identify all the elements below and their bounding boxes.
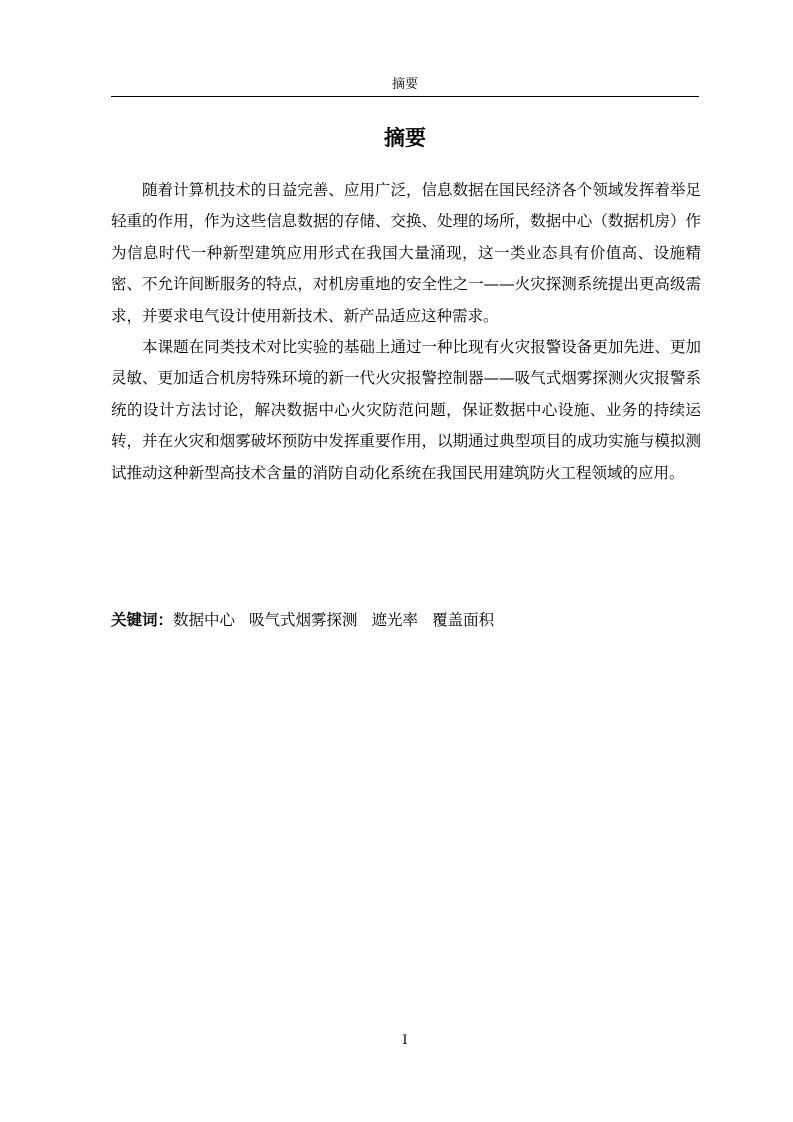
page-number: I	[402, 1033, 408, 1048]
running-header: 摘要	[391, 77, 418, 92]
abstract-body	[111, 175, 701, 489]
keywords-label: 关键词：	[111, 611, 174, 629]
abstract-paragraph-2: 本课题在同类技术对比实验的基础上通过一种比现有火灾报警设备更加先进、更加灵敏、更加适合机房特殊环境的新一代火灾报警控制器——吸气式烟雾探测火灾报警系统的设计方法讨论，解决数据中心火灾防范问题，保证数据中心设施、业务的持续运转，并在火灾和烟雾破坏预防中发挥重要作用，以期通过典型项目的成功实施与模拟测试推动这种新型高技术含量的消防自动化系统在我国民用建筑防火工程领域的应用。	[111, 338, 701, 482]
page-title: 摘要	[384, 126, 426, 150]
keyword-item: 吸气式烟雾探测	[249, 611, 358, 629]
keyword-item: 数据中心	[173, 611, 236, 629]
keyword-item: 遮光率	[371, 611, 419, 629]
header-rule	[111, 96, 699, 97]
keyword-item: 覆盖面积	[432, 611, 495, 629]
keywords-line	[111, 607, 699, 633]
abstract-paragraph-1: 随着计算机技术的日益完善、应用广泛，信息数据在国民经济各个领域发挥着举足轻重的作用，作为这些信息数据的存储、交换、处理的场所，数据中心（数据机房）作为信息时代一种新型建筑应用形式在我国大量涌现，这一类业态具有价值高、设施精密、不允许间断服务的特点，对机房重地的安全性之一——火灾探测系统提出更高级需求，并要求电气设计使用新技术、新产品适应这种需求。	[111, 181, 701, 325]
